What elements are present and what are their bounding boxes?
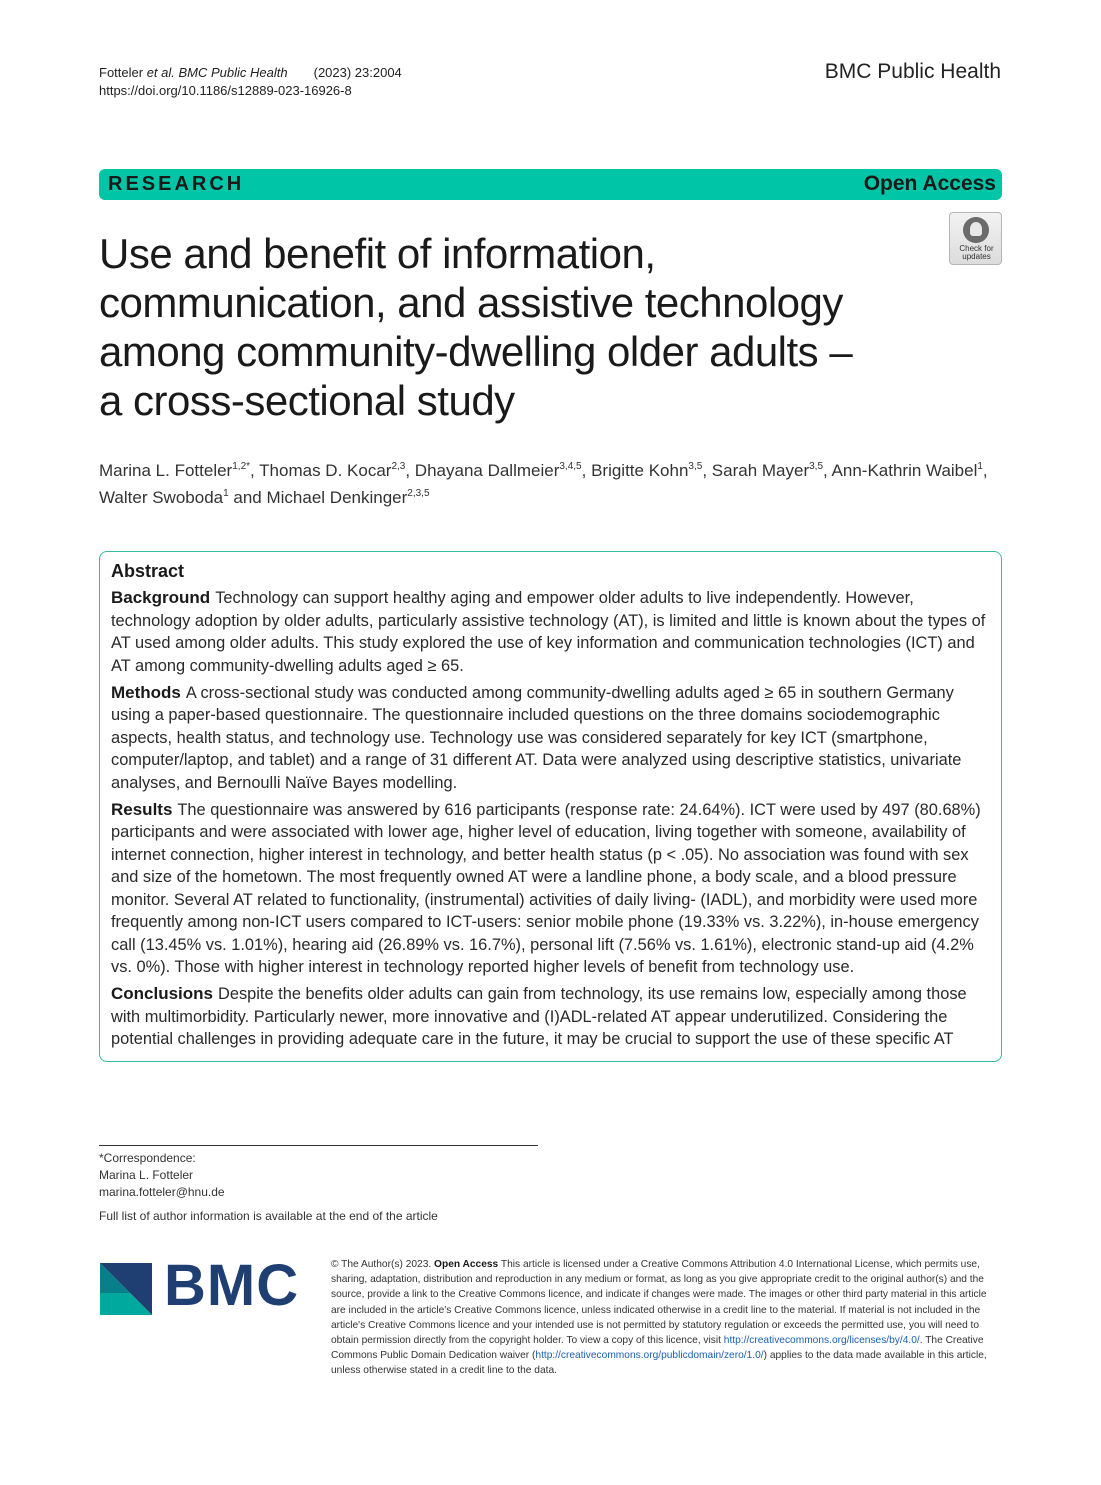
article-type-label: RESEARCH bbox=[108, 173, 245, 195]
title-line: communication, and assistive technology bbox=[99, 279, 843, 326]
bmc-logo-text: BMC bbox=[164, 1253, 300, 1318]
citation-header bbox=[99, 64, 402, 100]
correspondence-name: Marina L. Fotteler bbox=[99, 1168, 194, 1182]
author-affiliation: 3,5 bbox=[809, 461, 824, 472]
open-access-label: Open Access bbox=[863, 172, 996, 195]
correspondence bbox=[99, 1150, 225, 1201]
title-line: among community-dwelling older adults – bbox=[99, 328, 853, 375]
bookmark-icon bbox=[963, 217, 989, 243]
author-name[interactable]: Thomas D. Kocar bbox=[259, 461, 392, 480]
section-text: A cross-sectional study was conducted among community-dwelling adults aged ≥ 65 in southern Germany using a paper-based questionnaire. The questionnaire included questions on the three domains sociodemographic aspects, health status, and technology use. Technology use was considered separately for key ICT (smartphone, computer/laptop, and tablet) and a range of 31 different AT. Data were analyzed using descriptive statistics, univariate analyses, and Bernoulli Naïve Bayes modelling. bbox=[111, 684, 962, 792]
doi-link[interactable]: https://doi.org/10.1186/s12889-023-16926-8 bbox=[99, 83, 352, 98]
check-for-updates-button[interactable] bbox=[949, 212, 1002, 265]
bmc-logo bbox=[100, 1253, 305, 1318]
citation-year: (2023) 23:2004 bbox=[313, 65, 402, 80]
author-affiliation: 2,3,5 bbox=[407, 488, 430, 499]
abstract-background bbox=[111, 587, 996, 677]
author-affiliation: 1 bbox=[977, 461, 983, 472]
author-info-note: Full list of author information is available at the end of the article bbox=[99, 1209, 438, 1223]
license-text: © The Author(s) 2023. Open Access This article is licensed under a Creative Commons Attribution 4.0 International License, which permits use, sharing, adaptation, distribution and reproduction in any medium or format, as long as you give appropriate credit to the original author(s) and the source, provide a link to the Creative Commons licence, and indicate if changes were made. The images or other third party material in this article are included in the article's Creative Commons licence, unless indicated otherwise in a credit line to the material. If material is not included in the article's Creative Commons licence and your intended use is not permitted by statutory regulation or exceeds the permitted use, you will need to obtain permission directly from the copyright holder. To view a copy of this licence, visit http://creativecommons.org/licenses/by/4.0/. The Creative Commons Public Domain Dedication waiver (http://creativecommons.org/publicdomain/zero/1.0/) applies to the data made available in this article, unless otherwise stated in a credit line to the data. bbox=[331, 1259, 987, 1377]
abstract-results bbox=[111, 799, 996, 978]
cc-zero-link[interactable]: http://creativecommons.org/publicdomain/zero/1.0/ bbox=[535, 1350, 764, 1362]
citation-author: Fotteler bbox=[99, 65, 144, 80]
abstract-box bbox=[99, 551, 1002, 1062]
check-updates-line1: Check for bbox=[959, 244, 994, 253]
correspondence-email[interactable]: marina.fotteler@hnu.de bbox=[99, 1185, 225, 1199]
section-text: Technology can support healthy aging and empower older adults to live independently. However, technology adoption by older adults, particularly assistive technology (AT), is limited and little is known about the types of AT used among older adults. This study explored the use of key information and communication technologies (ICT) and AT among community-dwelling adults aged ≥ 65. bbox=[111, 589, 986, 675]
author-affiliation: 3,5 bbox=[688, 461, 703, 472]
check-updates-line2: updates bbox=[962, 252, 991, 261]
author-name[interactable]: Walter Swoboda bbox=[99, 488, 224, 507]
abstract-conclusions bbox=[111, 983, 996, 1050]
section-text: Despite the benefits older adults can gain from technology, its use remains low, especially among those with multimorbidity. Particularly newer, more innovative and (I)ADL-related AT appear underutilized. Considering the potential challenges in providing adequate care in the future, it may be crucial to support the use of these specific AT bbox=[111, 985, 967, 1049]
abstract-methods bbox=[111, 682, 996, 794]
author-name[interactable]: Ann-Kathrin Waibel bbox=[831, 461, 978, 480]
section-label: Results bbox=[111, 800, 173, 820]
correspondence-label: *Correspondence: bbox=[99, 1151, 196, 1165]
author-affiliation: 1,2* bbox=[232, 461, 251, 472]
title-line: a cross-sectional study bbox=[99, 377, 515, 424]
author-name[interactable]: Marina L. Fotteler bbox=[99, 461, 233, 480]
cc-license-link[interactable]: http://creativecommons.org/licenses/by/4.0/ bbox=[723, 1335, 920, 1347]
open-access-bold: Open Access bbox=[434, 1259, 499, 1270]
citation-journal: et al. BMC Public Health bbox=[146, 65, 288, 80]
author-affiliation: 1 bbox=[223, 488, 229, 499]
section-text: The questionnaire was answered by 616 participants (response rate: 24.64%). ICT were used by 497 (80.68%) participants and were associated with lower age, higher level of education, living together with someone, availability of internet connection, higher interest in technology, and better health status (p < .05). No association was found with sex and size of the hometown. The most frequently owned AT were a landline phone, a body scale, and a blood pressure monitor. Several AT related to functionality, (instrumental) activities of daily living- (IADL), and morbidity were used more frequently among non-ICT users compared to ICT-users: senior mobile phone (19.33% vs. 3.22%), in-house emergency call (13.45% vs. 1.01%), hearing aid (26.89% vs. 16.7%), personal lift (7.56% vs. 1.61%), electronic stand-up aid (4.2% vs. 0%). Those with higher interest in technology reported higher levels of benefit from technology use. bbox=[111, 801, 981, 976]
section-label: Background bbox=[111, 588, 211, 608]
section-label: Conclusions bbox=[111, 984, 214, 1004]
author-name[interactable]: Sarah Mayer bbox=[711, 461, 810, 480]
author-list: Marina L. Fotteler$^{1,2*}$, Thomas D. Kocar$^{2,3}$, Dhayana Dallmeier$^{3,4,5}$, Brigitte Kohn$^{3,5}$, Sarah Mayer$^{3,5}$, Ann-Kathrin Waibel$^1$, Walter Swoboda$^1$ and Michael Denkinger$^{2,3,5}$ bbox=[99, 461, 988, 507]
article-type-banner bbox=[99, 169, 1002, 200]
footnote-divider bbox=[99, 1145, 538, 1146]
title-line: Use and benefit of information, bbox=[99, 230, 656, 277]
journal-name: BMC Public Health bbox=[824, 60, 1001, 83]
author-affiliation: 3,4,5 bbox=[559, 461, 582, 472]
author-name[interactable]: Michael Denkinger bbox=[266, 488, 408, 507]
section-label: Methods bbox=[111, 683, 181, 703]
author-name[interactable]: Brigitte Kohn bbox=[591, 461, 689, 480]
article-title bbox=[99, 229, 919, 425]
author-affiliation: 2,3 bbox=[391, 461, 406, 472]
author-name[interactable]: Dhayana Dallmeier bbox=[414, 461, 560, 480]
abstract-heading: Abstract bbox=[111, 561, 185, 581]
bmc-logo-mark-icon bbox=[100, 1263, 152, 1315]
